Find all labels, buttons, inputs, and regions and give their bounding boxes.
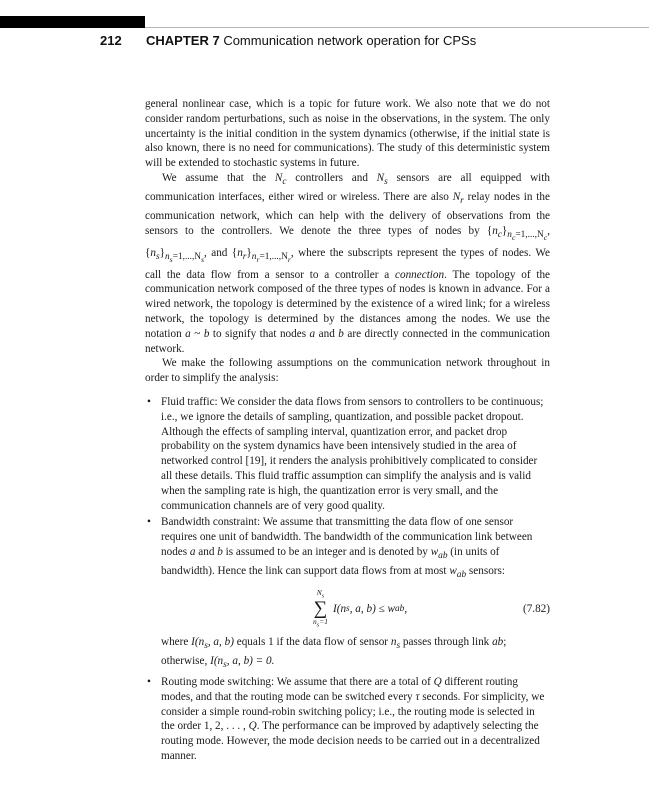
- sum-symbol: ∑: [313, 598, 328, 620]
- fluid-traffic-text: Fluid traffic: We consider the data flows from sensors to controllers to be continuous; i.e., we ignore the details of sampling, quantization, and possible packet dropout. Although the effects of sampling interval, quantization error, and packet drop probability on the system dynamics have been intensively studied in the area of networked control [19], it renders the analysis prohibitively complicated to consider all these details. This fluid traffic assumption can simplify the analysis and is valid when the sampling rate is high, the quantization error is very small, and the communication channels are of very good quality.: [161, 396, 544, 512]
- page-number: 212: [100, 33, 122, 48]
- body-text: [145, 97, 550, 766]
- equation-explanation: where $I(n_s$, a, b) equals 1 if the data flow of sensor $n_s$ passes through link ab; otherwise, $I(n_s$, a, b) = 0.: [161, 636, 507, 671]
- header-bar: [0, 16, 145, 28]
- header-rule: [145, 27, 649, 28]
- bullet-icon: •: [147, 516, 151, 529]
- bandwidth-text: Bandwidth constraint: We assume that transmitting the data flow of one sensor requires one unit of bandwidth. The bandwidth of the communication link between nodes a and b is assumed to be an integer and is denoted by $w_{ab}$ (in units of bandwidth). Hence the link can support data flows from at most $w_{ab}$ sensors:: [161, 516, 533, 581]
- equation-number: (7.82): [522, 602, 550, 615]
- bullet-icon: •: [147, 676, 151, 689]
- list-item: [145, 515, 550, 673]
- bullet-icon: •: [147, 396, 151, 408]
- assumptions-list: [145, 395, 550, 764]
- list-item: [145, 675, 550, 764]
- list-item: [145, 395, 550, 513]
- chapter-title: Communication network operation for CPSs: [223, 33, 477, 48]
- routing-mode-text: Routing mode switching: We assume that there are a total of Q different routing modes, and that the routing mode can be switched every τ seconds. For simplicity, we consider a simple round-robin switching policy; i.e., the routing mode is selected in the order 1, 2, . . . , Q. The performance can be improved by adaptively selecting the routing mode. However, the mode decision needs to be carried out in a decentralized manner.: [161, 676, 545, 763]
- paragraph-3: We make the following assumptions on the communication network throughout in order to simplify the analysis:: [145, 357, 550, 385]
- paragraph-2: We assume that the $N_c$ controllers and $N_s$ sensors are all equipped with communication interfaces, either wired or wireless. There are also $N_r$ relay nodes in the communication network, which can help with the delivery of observations from the sensors to the controllers. We denote the three types of nodes by $\{n_c\}_{n_c=1,...,N_c}$, $\{n_s\}_{n_s=1,...,N_s}$, and $\{n_r\}_{n_r=1,...,N_r}$, where the subscripts represent the types of nodes. We call the data flow from a sensor to a controller a connection. The topology of the communication network composed of the three types of nodes is known in advance. For a wired network, the topology is determined by the existence of a wired link; for a wireless network, the topology is determined by the distances among the nodes. We use the notation a ~ b to signify that nodes a and b are directly connected in the communication network.: [145, 171, 551, 355]
- equation-7-82: $N_s$ ∑ $n_s=1$ I(n s , a, b) ≤ w ab , (7.82): [313, 587, 550, 629]
- chapter-label: CHAPTER 7: [146, 33, 220, 48]
- running-header: [100, 33, 476, 48]
- paragraph-1: general nonlinear case, which is a topic for future work. We also note that we do not consider random perturbations, such as noise in the observations, in the system. The only uncertainty is the initial condition in the system dynamics (otherwise, if the initial state is also known, there is no need for communications). The study of this deterministic system will be extended to stochastic systems in future.: [145, 98, 550, 170]
